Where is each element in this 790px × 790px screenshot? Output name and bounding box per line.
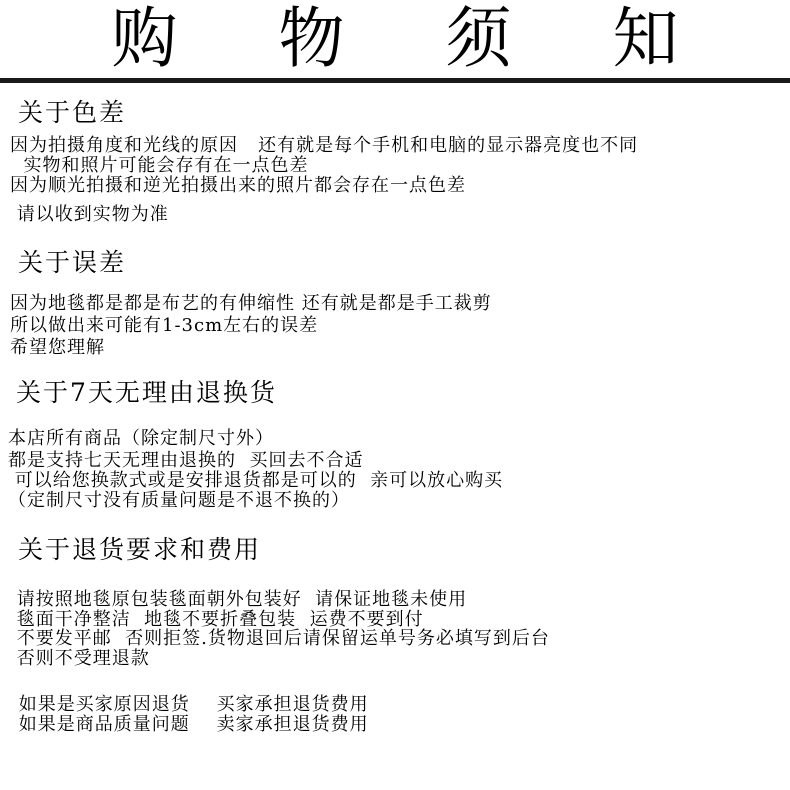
section-line: （定制尺寸没有质量问题是不退不换的） <box>8 490 350 511</box>
section-line: 请按照地毯原包装毯面朝外包装好 请保证地毯未使用 <box>10 589 468 610</box>
section-heading-7day-return: 关于7天无理由退换货 <box>16 378 277 407</box>
section-line: 请以收到实物为准 <box>10 204 169 225</box>
section-heading-size-error: 关于误差 <box>18 248 127 277</box>
page-title: 购 物 须 知 <box>111 0 719 77</box>
section-line: 本店所有商品（除定制尺寸外） <box>8 428 274 449</box>
section-line: 实物和照片可能会存有在一点色差 <box>10 155 309 176</box>
section-line: 如果是商品质量问题 卖家承担退货费用 <box>12 714 369 735</box>
section-line: 因为地毯都是都是布艺的有伸缩性 还有就是都是手工裁剪 <box>10 293 492 314</box>
section-line: 因为拍摄角度和光线的原因 还有就是每个手机和电脑的显示器亮度也不同 <box>10 135 639 156</box>
section-line: 所以做出来可能有1-3cm左右的误差 <box>10 315 319 336</box>
section-line: 否则不受理退款 <box>10 648 150 669</box>
section-heading-color-difference: 关于色差 <box>18 98 127 127</box>
title-divider <box>0 78 790 83</box>
section-line: 毯面干净整洁 地毯不要折叠包装 运费不要到付 <box>10 609 424 630</box>
section-line: 可以给您换款式或是安排退货都是可以的 亲可以放心购买 <box>8 470 504 491</box>
section-line: 都是支持七天无理由退换的 买回去不合适 <box>8 450 364 471</box>
section-line: 不要发平邮 否则拒签.货物退回后请保留运单号务必填写到后台 <box>10 628 550 649</box>
section-heading-return-requirements: 关于退货要求和费用 <box>18 535 262 564</box>
section-line: 因为顺光拍摄和逆光拍摄出来的照片都会存在一点色差 <box>10 175 466 196</box>
section-line: 如果是买家原因退货 买家承担退货费用 <box>12 694 369 715</box>
section-line: 希望您理解 <box>10 337 105 358</box>
